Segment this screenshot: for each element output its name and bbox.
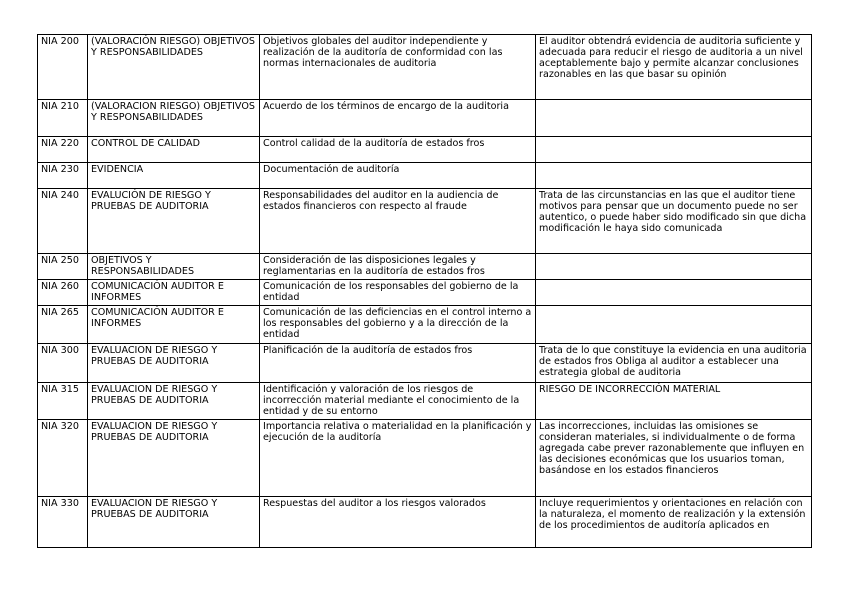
table-row bbox=[38, 137, 812, 163]
title-cell: Acuerdo de los términos de encargo de la auditoria bbox=[260, 100, 536, 137]
title-cell: Consideración de las disposiciones legales y reglamentarias en la auditoría de estados fros bbox=[260, 254, 536, 280]
area-cell: OBJETIVOS Y RESPONSABILIDADES bbox=[88, 254, 260, 280]
area-cell: COMUNICACIÓN AUDITOR E INFORMES bbox=[88, 280, 260, 306]
nia-code-cell: NIA 320 bbox=[38, 420, 88, 497]
table-row bbox=[38, 189, 812, 254]
nia-code-cell: NIA 210 bbox=[38, 100, 88, 137]
title-cell: Comunicación de las deficiencias en el control interno a los responsables del gobierno y a la dirección de la entidad bbox=[260, 306, 536, 344]
note-cell: Trata de lo que constituye la evidencia en una auditoria de estados fros Obliga al auditor a establecer una estrategia global de auditoria bbox=[536, 344, 812, 383]
note-cell bbox=[536, 280, 812, 306]
area-cell: EVALUACION DE RIESGO Y PRUEBAS DE AUDITORIA bbox=[88, 420, 260, 497]
title-cell: Documentación de auditoría bbox=[260, 163, 536, 189]
area-cell: COMUNICACIÓN AUDITOR E INFORMES bbox=[88, 306, 260, 344]
table-row bbox=[38, 35, 812, 100]
area-cell: (VALORACIÓN RIESGO) OBJETIVOS Y RESPONSABILIDADES bbox=[88, 35, 260, 100]
note-cell bbox=[536, 100, 812, 137]
table-row bbox=[38, 280, 812, 306]
note-cell bbox=[536, 163, 812, 189]
nia-code-cell: NIA 315 bbox=[38, 383, 88, 420]
note-cell: El auditor obtendrá evidencia de auditoria suficiente y adecuada para reducir el riesgo de auditoria a un nivel aceptablemente bajo y permite alcanzar conclusiones razonables en las que basar su opinión bbox=[536, 35, 812, 100]
nia-code-cell: NIA 260 bbox=[38, 280, 88, 306]
table-row bbox=[38, 306, 812, 344]
note-cell: RIESGO DE INCORRECCIÓN MATERIAL bbox=[536, 383, 812, 420]
title-cell: Responsabilidades del auditor en la audiencia de estados financieros con respecto al fraude bbox=[260, 189, 536, 254]
note-cell bbox=[536, 137, 812, 163]
table-row bbox=[38, 254, 812, 280]
title-cell: Objetivos globales del auditor independiente y realización de la auditoría de conformidad con las normas internacionales de auditoria bbox=[260, 35, 536, 100]
area-cell: EVALUACION DE RIESGO Y PRUEBAS DE AUDITORIA bbox=[88, 497, 260, 548]
nia-code-cell: NIA 240 bbox=[38, 189, 88, 254]
title-cell: Control calidad de la auditoría de estados fros bbox=[260, 137, 536, 163]
nia-code-cell: NIA 250 bbox=[38, 254, 88, 280]
title-cell: Identificación y valoración de los riesgos de incorrección material mediante el conocimiento de la entidad y de su entorno bbox=[260, 383, 536, 420]
nia-code-cell: NIA 265 bbox=[38, 306, 88, 344]
area-cell: (VALORACION RIESGO) OBJETIVOS Y RESPONSABILIDADES bbox=[88, 100, 260, 137]
table-row bbox=[38, 420, 812, 497]
table-row bbox=[38, 344, 812, 383]
note-cell: Incluye requerimientos y orientaciones en relación con la naturaleza, el momento de realización y la extensión de los procedimientos de auditoría aplicados en bbox=[536, 497, 812, 548]
area-cell: CONTROL DE CALIDAD bbox=[88, 137, 260, 163]
title-cell: Importancia relativa o materialidad en la planificación y ejecución de la auditoría bbox=[260, 420, 536, 497]
nia-code-cell: NIA 220 bbox=[38, 137, 88, 163]
table-row bbox=[38, 383, 812, 420]
note-cell: Trata de las circunstancias en las que el auditor tiene motivos para pensar que un documento puede no ser autentico, o puede haber sido modificado sin que dicha modificación le haya sido comunicada bbox=[536, 189, 812, 254]
note-cell bbox=[536, 254, 812, 280]
nia-code-cell: NIA 300 bbox=[38, 344, 88, 383]
table-body bbox=[38, 35, 812, 548]
table-row bbox=[38, 100, 812, 137]
table-row bbox=[38, 163, 812, 189]
note-cell bbox=[536, 306, 812, 344]
table-row bbox=[38, 497, 812, 548]
title-cell: Comunicación de los responsables del gobierno de la entidad bbox=[260, 280, 536, 306]
nia-code-cell: NIA 330 bbox=[38, 497, 88, 548]
area-cell: EVALUACION DE RIESGO Y PRUEBAS DE AUDITORIA bbox=[88, 383, 260, 420]
area-cell: EVALUCIÓN DE RIESGO Y PRUEBAS DE AUDITORIA bbox=[88, 189, 260, 254]
nia-code-cell: NIA 230 bbox=[38, 163, 88, 189]
nia-code-cell: NIA 200 bbox=[38, 35, 88, 100]
note-cell: Las incorrecciones, incluidas las omisiones se consideran materiales, si individualmente o de forma agregada cabe prever razonablemente que influyen en las decisiones económicas que los usuarios toman, basándose en los estados financieros bbox=[536, 420, 812, 497]
area-cell: EVALUACION DE RIESGO Y PRUEBAS DE AUDITORIA bbox=[88, 344, 260, 383]
document-page bbox=[37, 34, 812, 548]
title-cell: Respuestas del auditor a los riesgos valorados bbox=[260, 497, 536, 548]
nia-standards-table bbox=[37, 34, 812, 548]
area-cell: EVIDENCIA bbox=[88, 163, 260, 189]
title-cell: Planificación de la auditoría de estados fros bbox=[260, 344, 536, 383]
